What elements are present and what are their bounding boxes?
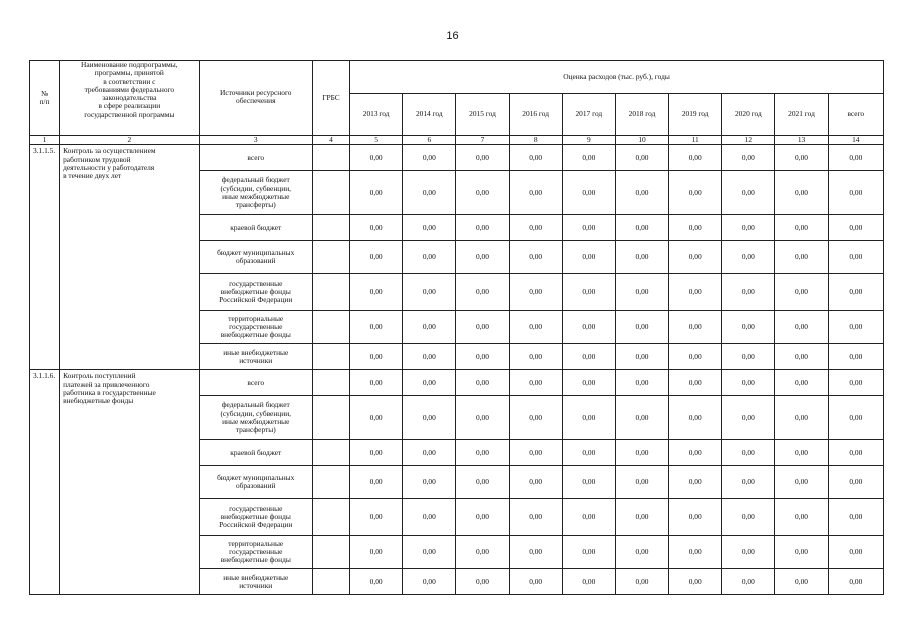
grbs-cell: [312, 440, 349, 466]
year-value: 0,00: [350, 499, 403, 536]
year-value: 0,00: [350, 344, 403, 370]
grbs-cell: [312, 569, 349, 595]
year-value: 0,00: [722, 396, 775, 440]
column-index: 3: [199, 136, 312, 145]
year-value: 0,00: [722, 344, 775, 370]
year-value: 0,00: [722, 440, 775, 466]
grbs-cell: [312, 274, 349, 311]
year-value: 0,00: [722, 569, 775, 595]
year-value: 0,00: [615, 241, 668, 274]
total-value: 0,00: [828, 274, 883, 311]
year-value: 0,00: [509, 499, 562, 536]
year-value: 0,00: [669, 274, 722, 311]
year-value: 0,00: [775, 241, 828, 274]
column-index: 11: [669, 136, 722, 145]
table-body: [30, 145, 884, 595]
year-value: 0,00: [562, 344, 615, 370]
total-value: 0,00: [828, 311, 883, 344]
year-value: 0,00: [562, 440, 615, 466]
year-value: 0,00: [350, 396, 403, 440]
year-value: 0,00: [456, 440, 509, 466]
year-value: 0,00: [615, 536, 668, 569]
year-value: 0,00: [403, 370, 456, 396]
column-index: 12: [722, 136, 775, 145]
year-value: 0,00: [509, 274, 562, 311]
year-value: 0,00: [456, 145, 509, 171]
year-value: 0,00: [669, 311, 722, 344]
column-index: 8: [509, 136, 562, 145]
table-row: [30, 370, 884, 396]
year-value: 0,00: [403, 396, 456, 440]
total-value: 0,00: [828, 466, 883, 499]
year-value: 0,00: [669, 171, 722, 215]
year-value: 0,00: [669, 536, 722, 569]
year-value: 0,00: [456, 499, 509, 536]
year-value: 0,00: [722, 311, 775, 344]
total-value: 0,00: [828, 370, 883, 396]
year-value: 0,00: [403, 344, 456, 370]
total-value: 0,00: [828, 536, 883, 569]
column-index: 14: [828, 136, 883, 145]
year-value: 0,00: [669, 344, 722, 370]
year-value: 0,00: [775, 274, 828, 311]
page-number: 16: [446, 30, 459, 42]
funding-source: государственные внебюджетные фонды Российской Федерации: [199, 274, 312, 311]
year-value: 0,00: [456, 370, 509, 396]
year-value: 0,00: [456, 569, 509, 595]
grbs-cell: [312, 241, 349, 274]
column-index-row: [30, 136, 884, 145]
funding-source: бюджет муниципальных образований: [199, 241, 312, 274]
table-row: [30, 145, 884, 171]
year-value: 0,00: [775, 370, 828, 396]
year-value: 0,00: [562, 145, 615, 171]
header-year: 2020 год: [722, 94, 775, 136]
year-value: 0,00: [562, 396, 615, 440]
year-value: 0,00: [722, 215, 775, 241]
year-value: 0,00: [403, 499, 456, 536]
year-value: 0,00: [775, 569, 828, 595]
grbs-cell: [312, 370, 349, 396]
header-total: всего: [828, 94, 883, 136]
year-value: 0,00: [775, 466, 828, 499]
year-value: 0,00: [615, 370, 668, 396]
year-value: 0,00: [562, 241, 615, 274]
year-value: 0,00: [456, 241, 509, 274]
funding-source: бюджет муниципальных образований: [199, 466, 312, 499]
year-value: 0,00: [562, 499, 615, 536]
total-value: 0,00: [828, 569, 883, 595]
header-year: 2016 год: [509, 94, 562, 136]
year-value: 0,00: [509, 344, 562, 370]
year-value: 0,00: [722, 274, 775, 311]
year-value: 0,00: [615, 171, 668, 215]
year-value: 0,00: [722, 466, 775, 499]
year-value: 0,00: [456, 311, 509, 344]
year-value: 0,00: [615, 215, 668, 241]
year-value: 0,00: [456, 396, 509, 440]
year-value: 0,00: [775, 440, 828, 466]
year-value: 0,00: [509, 145, 562, 171]
grbs-cell: [312, 396, 349, 440]
year-value: 0,00: [350, 569, 403, 595]
year-value: 0,00: [350, 311, 403, 344]
year-value: 0,00: [775, 145, 828, 171]
grbs-cell: [312, 171, 349, 215]
year-value: 0,00: [509, 536, 562, 569]
header-estimate: Оценка расходов (тыс. руб.), годы: [350, 61, 884, 94]
year-value: 0,00: [350, 440, 403, 466]
year-value: 0,00: [615, 569, 668, 595]
year-value: 0,00: [562, 370, 615, 396]
year-value: 0,00: [456, 466, 509, 499]
header-name: Наименование подпрограммы, программы, принятой в соответствии с требованиями федерального законодательства в сфере реализации государственной программы: [60, 61, 199, 136]
column-index: 6: [403, 136, 456, 145]
year-value: 0,00: [562, 569, 615, 595]
header-sources: Источники ресурсного обеспечения: [199, 61, 312, 136]
year-value: 0,00: [350, 215, 403, 241]
year-value: 0,00: [669, 499, 722, 536]
year-value: 0,00: [775, 215, 828, 241]
grbs-cell: [312, 311, 349, 344]
year-value: 0,00: [350, 274, 403, 311]
year-value: 0,00: [775, 536, 828, 569]
year-value: 0,00: [669, 440, 722, 466]
year-value: 0,00: [403, 145, 456, 171]
column-index: 5: [350, 136, 403, 145]
year-value: 0,00: [722, 171, 775, 215]
column-index: 2: [60, 136, 199, 145]
header-num: № п/п: [30, 61, 60, 136]
funding-source: всего: [199, 370, 312, 396]
column-index: 13: [775, 136, 828, 145]
year-value: 0,00: [456, 171, 509, 215]
year-value: 0,00: [403, 311, 456, 344]
year-value: 0,00: [722, 499, 775, 536]
year-value: 0,00: [775, 499, 828, 536]
item-code: 3.1.1.6.: [30, 370, 60, 595]
funding-source: федеральный бюджет (субсидии, субвенции, иные межбюджетные трансферты): [199, 171, 312, 215]
grbs-cell: [312, 499, 349, 536]
year-value: 0,00: [615, 499, 668, 536]
year-value: 0,00: [722, 536, 775, 569]
column-index: 7: [456, 136, 509, 145]
year-value: 0,00: [669, 396, 722, 440]
item-name: Контроль за осуществлением работником трудовой деятельности у работодателя в течение двух лет: [60, 145, 199, 370]
year-value: 0,00: [722, 241, 775, 274]
column-index: 9: [562, 136, 615, 145]
year-value: 0,00: [456, 536, 509, 569]
column-index: 1: [30, 136, 60, 145]
year-value: 0,00: [509, 396, 562, 440]
total-value: 0,00: [828, 499, 883, 536]
year-value: 0,00: [562, 536, 615, 569]
year-value: 0,00: [615, 311, 668, 344]
year-value: 0,00: [403, 569, 456, 595]
year-value: 0,00: [350, 241, 403, 274]
year-value: 0,00: [669, 145, 722, 171]
year-value: 0,00: [775, 396, 828, 440]
year-value: 0,00: [669, 466, 722, 499]
funding-source: государственные внебюджетные фонды Российской Федерации: [199, 499, 312, 536]
grbs-cell: [312, 466, 349, 499]
year-value: 0,00: [456, 344, 509, 370]
total-value: 0,00: [828, 171, 883, 215]
item-name: Контроль поступлений платежей за привлеченного работника в государственные внебюджетные фонды: [60, 370, 199, 595]
header-year: 2013 год: [350, 94, 403, 136]
year-value: 0,00: [562, 466, 615, 499]
year-value: 0,00: [509, 370, 562, 396]
column-index: 4: [312, 136, 349, 145]
year-value: 0,00: [403, 215, 456, 241]
year-value: 0,00: [350, 370, 403, 396]
year-value: 0,00: [403, 171, 456, 215]
year-value: 0,00: [615, 466, 668, 499]
year-value: 0,00: [403, 241, 456, 274]
total-value: 0,00: [828, 344, 883, 370]
total-value: 0,00: [828, 241, 883, 274]
funding-source: федеральный бюджет (субсидии, субвенции, иные межбюджетные трансферты): [199, 396, 312, 440]
column-index: 10: [615, 136, 668, 145]
grbs-cell: [312, 215, 349, 241]
year-value: 0,00: [509, 171, 562, 215]
header-year: 2017 год: [562, 94, 615, 136]
year-value: 0,00: [615, 440, 668, 466]
funding-source: территориальные государственные внебюджетные фонды: [199, 536, 312, 569]
header-year: 2019 год: [669, 94, 722, 136]
header-year: 2018 год: [615, 94, 668, 136]
year-value: 0,00: [456, 274, 509, 311]
header-year: 2015 год: [456, 94, 509, 136]
year-value: 0,00: [350, 536, 403, 569]
expenditure-table: [29, 60, 884, 595]
year-value: 0,00: [350, 466, 403, 499]
year-value: 0,00: [562, 171, 615, 215]
year-value: 0,00: [350, 145, 403, 171]
year-value: 0,00: [456, 215, 509, 241]
year-value: 0,00: [562, 274, 615, 311]
year-value: 0,00: [722, 370, 775, 396]
grbs-cell: [312, 536, 349, 569]
header-year: 2014 год: [403, 94, 456, 136]
year-value: 0,00: [775, 344, 828, 370]
header-grbs: ГРБС: [312, 61, 349, 136]
year-value: 0,00: [562, 215, 615, 241]
item-code: 3.1.1.5.: [30, 145, 60, 370]
funding-source: всего: [199, 145, 312, 171]
total-value: 0,00: [828, 396, 883, 440]
year-value: 0,00: [615, 344, 668, 370]
year-value: 0,00: [509, 440, 562, 466]
header-year: 2021 год: [775, 94, 828, 136]
funding-source: краевой бюджет: [199, 440, 312, 466]
grbs-cell: [312, 344, 349, 370]
total-value: 0,00: [828, 440, 883, 466]
year-value: 0,00: [509, 569, 562, 595]
year-value: 0,00: [775, 311, 828, 344]
year-value: 0,00: [509, 241, 562, 274]
funding-source: иные внебюджетные источники: [199, 344, 312, 370]
year-value: 0,00: [403, 466, 456, 499]
year-value: 0,00: [562, 311, 615, 344]
year-value: 0,00: [669, 569, 722, 595]
year-value: 0,00: [403, 440, 456, 466]
year-value: 0,00: [509, 215, 562, 241]
total-value: 0,00: [828, 215, 883, 241]
year-value: 0,00: [669, 215, 722, 241]
year-value: 0,00: [615, 396, 668, 440]
year-value: 0,00: [403, 536, 456, 569]
year-value: 0,00: [722, 145, 775, 171]
year-value: 0,00: [615, 145, 668, 171]
year-value: 0,00: [615, 274, 668, 311]
year-value: 0,00: [350, 171, 403, 215]
year-value: 0,00: [509, 466, 562, 499]
funding-source: территориальные государственные внебюджетные фонды: [199, 311, 312, 344]
funding-source: иные внебюджетные источники: [199, 569, 312, 595]
total-value: 0,00: [828, 145, 883, 171]
funding-source: краевой бюджет: [199, 215, 312, 241]
year-value: 0,00: [669, 370, 722, 396]
year-value: 0,00: [775, 171, 828, 215]
year-value: 0,00: [509, 311, 562, 344]
grbs-cell: [312, 145, 349, 171]
year-value: 0,00: [403, 274, 456, 311]
year-value: 0,00: [669, 241, 722, 274]
